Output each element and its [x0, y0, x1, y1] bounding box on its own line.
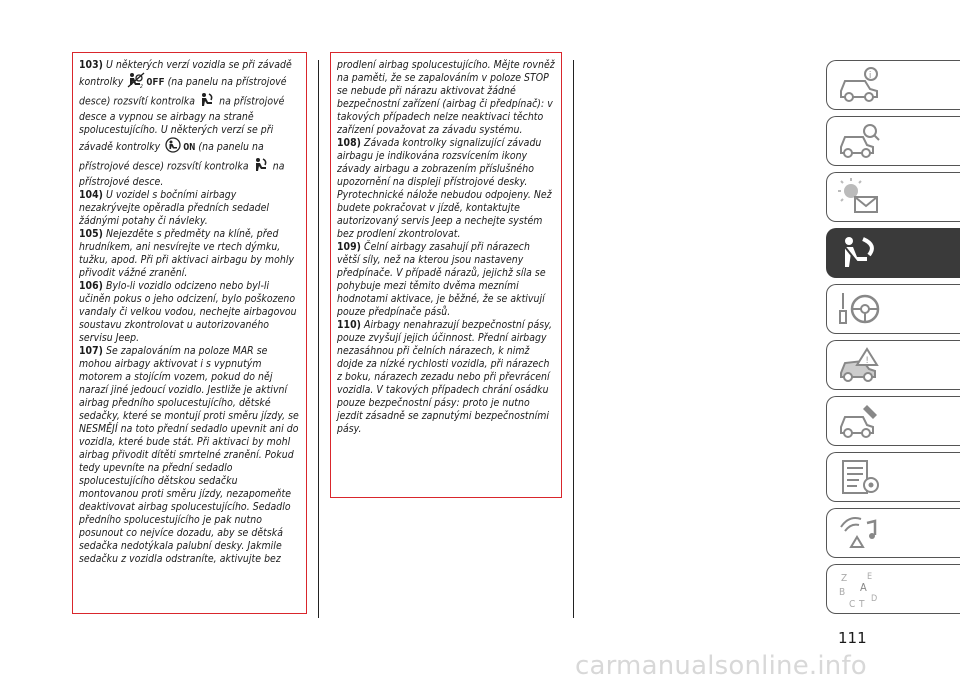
warning-104 [79, 189, 300, 228]
warning-text: Čelní airbagy zasahují při nárazech větší síly, než na kterou jsou nastaveny předpínače. V případě nárazů, jejichž síla se pohybuje mezi těmito dvěma mezními hodnotami aktivace, je běžné, že se aktivují pouze předpínače pásů. [337, 241, 546, 318]
svg-text:i: i [869, 71, 872, 81]
warning-text: Závada kontrolky signalizující závadu airbagu je indikována rozsvícením ikony závady airbagu a zobrazením příslušného upozornění na displeji přístrojové desky. Pyrotechnické nálože nebudou odpojeny. Než budete pokračovat v jízdě, kontaktujte autorizovaný servis Jeep a nechejte systém bez prodlení zkontrolovat. [337, 137, 552, 240]
chapter-tab-index[interactable] [826, 564, 960, 614]
warning-text: Se zapalováním na poloze MAR se mohou airbagy aktivovat i s vypnutým motorem a stojícím vozem, pokud do něj narazí jiné jedoucí vozidlo. Jestliže je aktivní airbag předního spolucestujícího, dětské sedačky, které se montují proti směru jízdy, se NESMĚJÍ na toto přední sedadlo upevnit ani do vozidla, které bude stát. Při aktivaci by mohl airbag přivodit dítěti smrtelné zranění. Pokud tedy upevníte na přední sedadlo spolucestujícího dětskou sedačku montovanou proti směru jízdy, nezapomeňte deaktivovat airbag spolucestujícího. Sedadlo předního spolucestujícího je pak nutno posunout co nejvíce dozadu, aby se dětská sedačka nedotýkala palubní desky. Jakmile sedačku z vozidla odstraníte, aktivujte bez [79, 345, 299, 565]
warning-text: U vozidel s bočními airbagy nezakrývejte opěradla předních sedadel žádnými potahy či návleky. [79, 189, 270, 227]
warning-106 [79, 280, 300, 345]
chapter-tab-getting-to-know[interactable] [826, 116, 960, 166]
airbag-safety-icon [837, 233, 881, 273]
index-letter: A [860, 581, 867, 594]
car-emergency-icon [837, 345, 881, 385]
index-letter: T [859, 599, 865, 609]
warning-box-right [330, 52, 562, 498]
chapter-tab-emergency[interactable] [826, 340, 960, 390]
warning-number: 110) [337, 319, 361, 331]
warning-103 [79, 59, 300, 189]
column-divider [318, 60, 319, 618]
warning-107 [79, 345, 300, 566]
passenger-airbag-on-icon [164, 137, 182, 157]
chapter-tab-starting-driving[interactable] [826, 284, 960, 334]
warning-text: prodlení airbag spolucestujícího. Mějte rovněž na paměti, že se zapalováním v poloze STOP se nebude při nárazu aktivovat žádné bezpečnostní zařízení (airbag či předpínač): v takových případech nelze neaktivaci těchto zařízení považovat za závadu systému. [337, 59, 555, 136]
passenger-airbag-off-icon [127, 72, 145, 92]
warning-number: 104) [79, 189, 103, 201]
warning-110 [337, 319, 555, 436]
page-number: 111 [838, 629, 867, 647]
warning-text: U některých verzí vozidla se při závadě kontrolky [79, 59, 292, 88]
multimedia-icon [837, 513, 881, 553]
svg-text:!: ! [865, 356, 869, 366]
column-divider [573, 60, 574, 618]
chapter-tab-warning-lights[interactable] [826, 172, 960, 222]
car-search-icon [837, 121, 881, 161]
warning-109 [337, 241, 555, 319]
on-label: ON [183, 142, 196, 153]
warning-text: na přístrojové desce a vypnou se airbagy na straně spolucestujícího. U některých verzí se při závadě kontrolky [79, 95, 285, 153]
warning-text: (na panelu na přístrojové desce) rozsvítí kontrolka [79, 141, 264, 173]
index-letter: Z [841, 573, 848, 584]
warning-108 [337, 137, 555, 241]
warning-number: 107) [79, 345, 103, 357]
index-letter: B [839, 587, 846, 598]
index-letter: E [867, 572, 873, 582]
warning-text: Nejezděte s předměty na klíně, před hrudníkem, ani nesvírejte ve rtech dýmku, tužku, apod. Při při aktivaci airbagu by mohly přivodit vážné zranění. [79, 228, 295, 279]
warning-text: Bylo-li vozidlo odcizeno nebo byl-li učiněn pokus o jeho odcizení, bylo poškozeno vandaly či velkou vodou, nechejte airbagovou soustavu zkontrolovat u autorizovaného servisu Jeep. [79, 280, 297, 344]
warning-lights-icon [837, 177, 881, 217]
warning-number: 105) [79, 228, 103, 240]
chapter-tab-multimedia[interactable] [826, 508, 960, 558]
warning-number: 109) [337, 241, 361, 253]
warning-text: Airbagy nenahrazují bezpečnostní pásy, pouze zvyšují jejich účinnost. Přední airbagy nezasáhnou při čelních nárazech, k nimž dojde za nízké rychlosti vozidla, při nárazech z boku, nárazech zezadu nebo při převrácení vozidla. V takových případech chrání osádku pouze bezpečnostní pásy: proto je nutno jezdit zásadně se zapnutými bezpečnostními pásy. [337, 319, 552, 435]
technical-data-icon [837, 457, 881, 497]
watermark: carmanualsonline.info [575, 651, 867, 681]
chapter-tab-service[interactable] [826, 396, 960, 446]
svg-text:2: 2 [140, 84, 144, 88]
warning-text: na přístrojové desce. [79, 160, 285, 188]
warning-text: (na panelu na přístrojové desce) rozsvítí kontrolka [79, 76, 287, 108]
warning-number: 103) [79, 59, 103, 71]
warning-number: 108) [337, 137, 361, 149]
warning-number: 106) [79, 280, 103, 292]
steering-wheel-icon [837, 289, 881, 329]
chapter-tab-technical-data[interactable] [826, 452, 960, 502]
warning-105 [79, 228, 300, 280]
off-label: OFF [146, 77, 165, 88]
index-letter: D [871, 594, 878, 604]
chapter-tab-vehicle-info[interactable] [826, 60, 960, 110]
chapter-tab-safety[interactable] [826, 228, 960, 278]
warning-box-left [72, 52, 307, 614]
service-wrench-icon [837, 401, 881, 441]
car-info-icon [837, 65, 881, 105]
airbag-warning-icon [199, 92, 215, 111]
airbag-warning-icon [253, 157, 269, 176]
warning-107-continued [337, 59, 555, 137]
alphabetical-index-icon [837, 569, 881, 609]
index-letter: C [849, 599, 856, 609]
